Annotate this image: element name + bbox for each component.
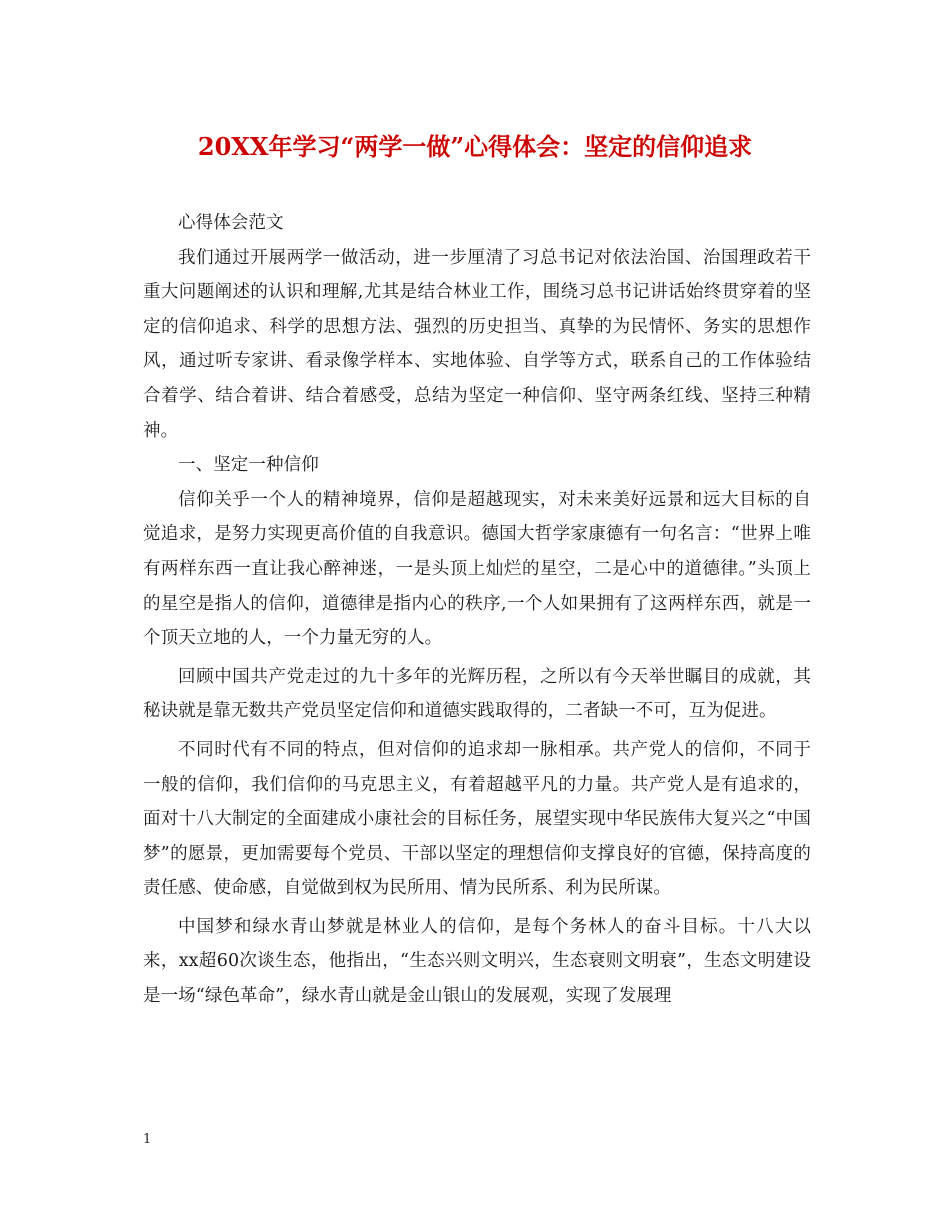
document-title: 20XX年学习“两学一做”心得体会：坚定的信仰追求 [197,132,753,161]
paragraph-china-dream: 中国梦和绿水青山梦就是林业人的信仰，是每个务林人的奋斗目标。十八大以来，xx超60次谈生态，他指出，“生态兴则文明兴，生态衰则文明衰”，生态文明建设是一场“绿色革命”，绿水青山就是金山银山的发展观，实现了发展理 [143,916,811,1007]
paragraph-belief: 信仰关乎一个人的精神境界，信仰是超越现实，对未来美好远景和远大目标的自觉追求，是努力实现更高价值的自我意识。德国大哲学家康德有一句名言：“世界上唯有两样东西一直让我心醉神迷，一是头顶上灿烂的星空，二是心中的道德律。”头顶上的星空是指人的信仰，道德律是指内心的秩序,一个人如果拥有了这两样东西，就是一个顶天立地的人，一个力量无穷的人。 [143,489,811,649]
paragraph-era: 不同时代有不同的特点，但对信仰的追求却一脉相承。共产党人的信仰，不同于一般的信仰，我们信仰的马克思主义，有着超越平凡的力量。共产党人是有追求的，面对十八大制定的全面建成小康社会的目标任务，展望实现中华民族伟大复兴之“中国梦”的愿景，更加需要每个党员、干部以坚定的理想信仰支撑良好的官德，保持高度的责任感、使命感，自觉做到权为民所用、情为民所系、利为民所谋。 [143,739,811,899]
paragraph-intro: 我们通过开展两学一做活动，进一步厘清了习总书记对依法治国、治国理政若干重大问题阐述的认识和理解,尤其是结合林业工作，围绕习总书记讲话始终贯穿着的坚定的信仰追求、科学的思想方法、强烈的历史担当、真挚的为民情怀、务实的思想作风，通过听专家讲、看录像学样本、实地体验、自学等方式，联系自己的工作体验结合着学、结合着讲、结合着感受，总结为坚定一种信仰、坚守两条红线、坚持三种精神。 [143,247,811,441]
document-body [143,206,811,1014]
section-heading-1: 一、坚定一种信仰 [178,455,319,476]
paragraph-history: 回顾中国共产党走过的九十多年的光辉历程，之所以有今天举世瞩目的成就，其秘诀就是靠无数共产党员坚定信仰和道德实践取得的，二者缺一不可，互为促进。 [143,666,811,722]
page-number: 1 [143,1132,152,1147]
paragraph-category: 心得体会范文 [178,213,284,233]
